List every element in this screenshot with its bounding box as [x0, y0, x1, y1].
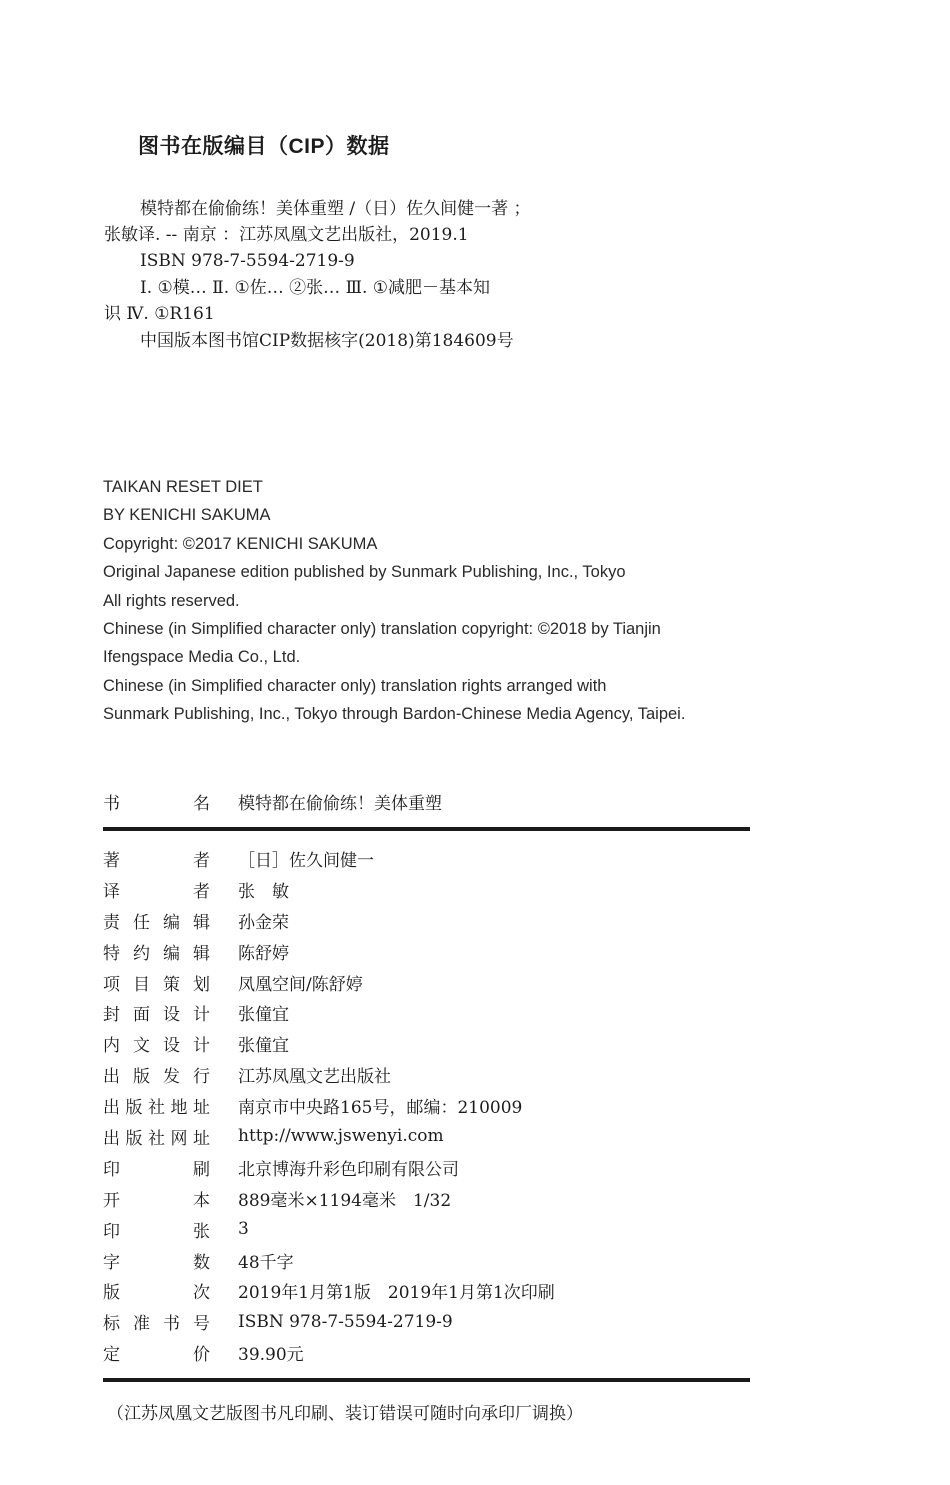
footnote: （江苏凤凰文艺版图书凡印刷、装订错误可随时向承印厂调换）	[107, 1404, 583, 1424]
info-row	[103, 1028, 750, 1059]
info-value: 张僮宜	[238, 1036, 289, 1057]
info-value: ［日］佐久间健一	[238, 850, 374, 871]
copyright-line: Copyright: ©2017 KENICHI SAKUMA	[103, 534, 378, 553]
copyright-line: Chinese (in Simplified character only) translation copyright: ©2018 by Tianjin	[103, 620, 661, 639]
info-label: 项 目 策 划	[103, 974, 210, 995]
info-label: 出 版 社 地 址	[103, 1098, 210, 1119]
copyright-line: Ifengspace Media Co., Ltd.	[103, 648, 301, 667]
copyright-line: All rights reserved.	[103, 591, 240, 610]
cip-title: 图书在版编目（CIP）数据	[138, 135, 390, 158]
info-value: 张僮宜	[238, 1005, 289, 1026]
copyright-line: Original Japanese edition published by Sunmark Publishing, Inc., Tokyo	[103, 563, 626, 582]
cip-line: Ⅰ. ①模… Ⅱ. ①佐… ②张… Ⅲ. ①减肥－基本知	[140, 278, 491, 298]
info-row	[103, 1245, 750, 1276]
info-label: 著 者	[103, 850, 210, 871]
info-label: 出 版 社 网 址	[103, 1128, 210, 1149]
info-rows	[103, 843, 750, 1368]
info-label: 封 面 设 计	[103, 1005, 210, 1026]
info-value: http://www.jswenyi.com	[238, 1126, 444, 1147]
info-label: 出 版 发 行	[103, 1067, 210, 1088]
info-row	[103, 1090, 750, 1121]
info-row	[103, 1121, 750, 1152]
copyright-line: TAIKAN RESET DIET	[103, 478, 263, 496]
top-rule	[103, 827, 750, 831]
info-value: 模特都在偷偷练！美体重塑	[238, 793, 442, 814]
info-row	[103, 1152, 750, 1183]
info-label: 标 准 书 号	[103, 1314, 210, 1335]
copyright-line: Chinese (in Simplified character only) translation rights arranged with	[103, 676, 607, 695]
copyright-block	[103, 473, 803, 729]
info-label: 内 文 设 计	[103, 1036, 210, 1057]
info-value: 孙金荣	[238, 912, 289, 933]
book-info-table	[103, 785, 750, 1382]
info-value: 39.90元	[238, 1345, 304, 1366]
info-value: 889毫米×1194毫米 1/32	[238, 1190, 452, 1211]
info-row	[103, 1059, 750, 1090]
info-value: 3	[238, 1219, 249, 1240]
cip-line: 中国版本图书馆CIP数据核字(2018)第184609号	[140, 331, 514, 351]
info-row	[103, 874, 750, 905]
info-value: 48千字	[238, 1252, 294, 1273]
info-row	[103, 936, 750, 967]
info-row	[103, 997, 750, 1028]
info-row	[103, 1214, 750, 1245]
info-value: 江苏凤凰文艺出版社	[238, 1067, 391, 1088]
info-label: 定 价	[103, 1345, 210, 1366]
info-label: 书 名	[103, 793, 210, 814]
cip-line: 模特都在偷偷练！美体重塑 /（日）佐久间健一著 ；	[140, 199, 531, 219]
info-value: 张 敏	[238, 881, 289, 902]
info-value: 2019年1月第1版 2019年1月第1次印刷	[238, 1283, 555, 1304]
info-label: 字 数	[103, 1252, 210, 1273]
info-label: 版 次	[103, 1283, 210, 1304]
info-value: 北京博海升彩色印刷有限公司	[238, 1159, 459, 1180]
cip-line: ISBN 978-7-5594-2719-9	[140, 251, 355, 271]
info-row	[103, 843, 750, 874]
info-row	[103, 967, 750, 998]
info-row	[103, 1306, 750, 1337]
cip-line: 识 Ⅳ. ①R161	[104, 304, 215, 324]
info-value: 陈舒婷	[238, 943, 289, 964]
bottom-rule	[103, 1378, 750, 1382]
info-row	[103, 1275, 750, 1306]
info-row-title	[103, 785, 750, 817]
info-label: 印 刷	[103, 1159, 210, 1180]
cip-line: 张敏译. -- 南京 ：江苏凤凰文艺出版社，2019.1	[104, 225, 469, 245]
info-row	[103, 905, 750, 936]
info-label: 责 任 编 辑	[103, 912, 210, 933]
copyright-line: Sunmark Publishing, Inc., Tokyo through Bardon-Chinese Media Agency, Taipei.	[103, 705, 686, 724]
info-value: ISBN 978-7-5594-2719-9	[238, 1311, 453, 1332]
info-label: 印 张	[103, 1221, 210, 1242]
info-row	[103, 1337, 750, 1368]
info-row	[103, 1183, 750, 1214]
info-value: 凤凰空间/陈舒婷	[238, 974, 363, 995]
info-label: 译 者	[103, 881, 210, 902]
info-value: 南京市中央路165号，邮编：210009	[238, 1098, 523, 1119]
info-label: 特 约 编 辑	[103, 943, 210, 964]
info-label: 开 本	[103, 1190, 210, 1211]
copyright-line: BY KENICHI SAKUMA	[103, 506, 271, 525]
